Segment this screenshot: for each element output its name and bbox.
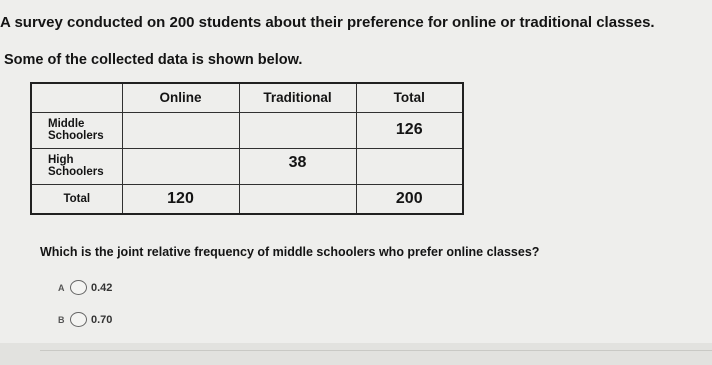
cell-high-traditional: 38 <box>239 145 356 181</box>
table-row-middle-schoolers <box>31 112 463 148</box>
divider <box>40 350 712 351</box>
cell-middle-traditional <box>239 112 356 148</box>
choice-b-value: 0.70 <box>91 313 113 326</box>
intro-line-1: A survey conducted on 200 students about their preference for online or traditional classes. <box>0 14 655 31</box>
radio-button-icon[interactable] <box>70 280 87 295</box>
header-online: Online <box>122 83 239 112</box>
table-header-row <box>31 83 463 112</box>
answer-choice-a[interactable] <box>58 280 112 295</box>
bottom-strip <box>0 343 712 365</box>
radio-button-icon[interactable] <box>70 312 87 327</box>
choice-b-letter: B <box>58 314 65 325</box>
header-blank <box>31 83 122 112</box>
cell-middle-online <box>122 112 239 148</box>
header-traditional: Traditional <box>239 83 356 112</box>
choice-a-value: 0.42 <box>91 281 113 294</box>
cell-high-online <box>122 148 239 184</box>
two-way-frequency-table <box>30 82 464 215</box>
intro-line-2: Some of the collected data is shown below. <box>4 52 303 68</box>
table-row-high-schoolers <box>31 148 463 184</box>
table-row-total <box>31 184 463 214</box>
cell-total-total: 200 <box>356 184 463 214</box>
cell-total-online: 120 <box>122 184 239 214</box>
cell-high-total <box>356 148 463 184</box>
answer-choice-b[interactable] <box>58 312 112 327</box>
row-label-total: Total <box>31 184 122 214</box>
row-label-high-schoolers: High Schoolers <box>31 148 122 184</box>
cell-total-traditional <box>239 184 356 214</box>
choice-a-letter: A <box>58 282 65 293</box>
header-total: Total <box>356 83 463 112</box>
cell-middle-total: 126 <box>356 112 463 148</box>
row-label-middle-schoolers: Middle Schoolers <box>31 112 122 148</box>
question-text: Which is the joint relative frequency of middle schoolers who prefer online classes? <box>40 245 540 259</box>
